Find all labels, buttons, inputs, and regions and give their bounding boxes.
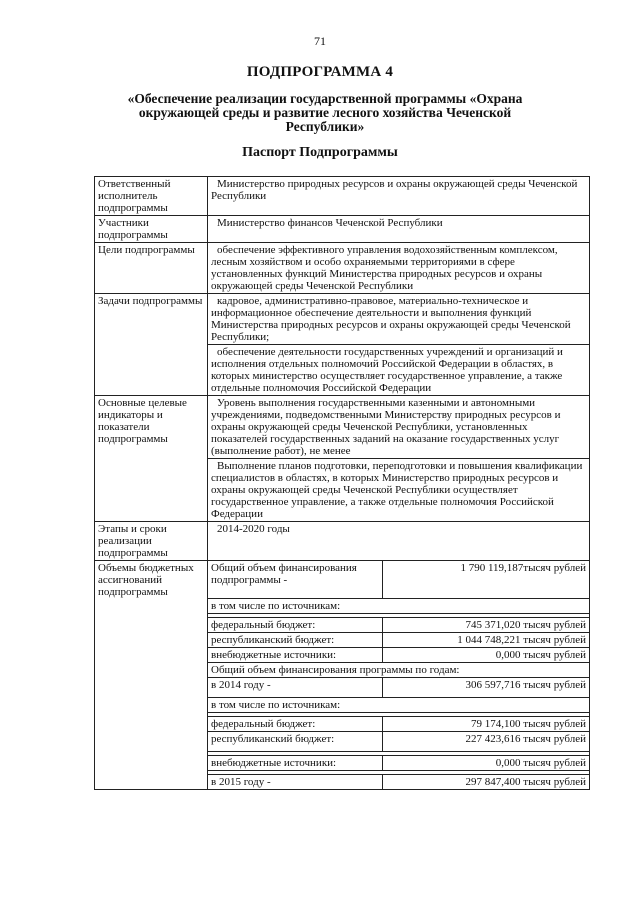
fin-extra-label: внебюджетные источники: xyxy=(208,648,383,663)
participants-value: Министерство финансов Чеченской Республики xyxy=(208,216,590,243)
indicators-value-1: Уровень выполнения государственными казенными и автономными учреждениями, подведомственными Министерству природных ресурсов и охраны окружающей среды Чеченской Республики, установленных показателей государственных заданий на оказание государственных услуг (выполнение работ), не менее xyxy=(208,396,590,459)
goals-value: обеспечение эффективного управления водохозяйственным комплексом, лесным хозяйством и особо охраняемыми территориями в сфере установленных функций Министерства природных ресурсов и охраны окружающей среды Чеченской Республики xyxy=(208,243,590,294)
indicators-value-2: Выполнение планов подготовки, переподготовки и повышения квалификации специалистов в областях, в которых Министерство природных ресурсов и охраны окружающей среды Чеченской Республики осуществляет государственное управление, а также отдельные полномочия Российской Федерации xyxy=(208,459,590,522)
fin-2014-value: 306 597,716 тысяч рублей xyxy=(383,678,590,698)
fin-sources-label: в том числе по источникам: xyxy=(208,599,590,614)
fin-federal-value: 745 371,020 тысяч рублей xyxy=(383,618,590,633)
row-tasks-1 xyxy=(95,294,590,345)
fin-by-years-label: Общий объем финансирования программы по годам: xyxy=(208,663,590,678)
fin-2014-extra-value: 0,000 тысяч рублей xyxy=(383,756,590,771)
fin-extra-value: 0,000 тысяч рублей xyxy=(383,648,590,663)
fin-2015-value: 297 847,400 тысяч рублей xyxy=(383,775,590,790)
stages-value: 2014-2020 годы xyxy=(208,522,590,561)
fin-2015-label: в 2015 году - xyxy=(208,775,383,790)
program-title: ПОДПРОГРАММА 4 xyxy=(246,64,394,80)
row-executor xyxy=(95,177,590,216)
fin-2014-federal-value: 79 174,100 тысяч рублей xyxy=(383,717,590,732)
program-subtitle: «Обеспечение реализации государственной программы «Охрана окружающей среды и развитие лесного хозяйства Чеченской Республики» xyxy=(127,91,523,134)
stages-label: Этапы и сроки реализации подпрограммы xyxy=(95,522,208,561)
participants-label: Участники подпрограммы xyxy=(95,216,208,243)
fin-republic-label: республиканский бюджет: xyxy=(208,633,383,648)
fin-2014-republic-value: 227 423,616 тысяч рублей xyxy=(383,732,590,752)
fin-2014-republic-label: республиканский бюджет: xyxy=(208,732,383,752)
page-number: 71 xyxy=(314,34,326,48)
executor-value: Министерство природных ресурсов и охраны окружающей среды Чеченской Республики xyxy=(208,177,590,216)
indicators-label: Основные целевые индикаторы и показатели подпрограммы xyxy=(95,396,208,522)
fin-2014-federal-label: федеральный бюджет: xyxy=(208,717,383,732)
row-participants xyxy=(95,216,590,243)
financing-label: Объемы бюджетных ассигнований подпрограммы xyxy=(95,561,208,790)
fin-federal-label: федеральный бюджет: xyxy=(208,618,383,633)
passport-title: Паспорт Подпрограммы xyxy=(242,145,398,160)
row-stages xyxy=(95,522,590,561)
passport-table xyxy=(94,176,590,790)
fin-2014-sources-label: в том числе по источникам: xyxy=(208,698,590,713)
executor-label: Ответственный исполнитель подпрограммы xyxy=(95,177,208,216)
tasks-value-1: кадровое, административно-правовое, материально-техническое и информационное обеспечение деятельности и выполнения функций Министерства природных ресурсов и охраны окружающей среды Чеченской Республики; xyxy=(208,294,590,345)
tasks-value-2: обеспечение деятельности государственных учреждений и организаций и исполнения отдельных полномочий Российской Федерации в областях, в которых министерство осуществляет государственное управление, а также отдельные полномочия Российской Федерации xyxy=(208,345,590,396)
row-fin-total xyxy=(95,561,590,599)
row-goals xyxy=(95,243,590,294)
tasks-label: Задачи подпрограммы xyxy=(95,294,208,396)
fin-2014-label: в 2014 году - xyxy=(208,678,383,698)
fin-republic-value: 1 044 748,221 тысяч рублей xyxy=(383,633,590,648)
fin-total-label: Общий объем финансирования подпрограммы - xyxy=(208,561,383,599)
fin-total-value: 1 790 119,187тысяч рублей xyxy=(383,561,590,599)
goals-label: Цели подпрограммы xyxy=(95,243,208,294)
fin-2014-extra-label: внебюджетные источники: xyxy=(208,756,383,771)
row-indicators-1 xyxy=(95,396,590,459)
